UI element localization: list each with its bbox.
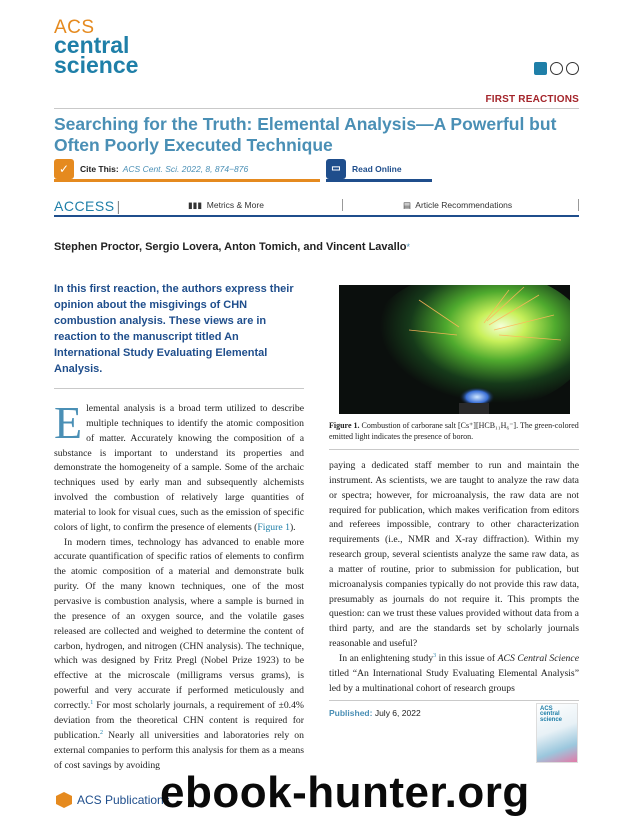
journal-name: ACS Central Science — [497, 653, 579, 665]
paragraph-text: lemental analysis is a broad term utilized to describe multiple techniques to identify the atomic composition of matter. Accurately knowing the composition of a substance is important to understand its properties and demonstrate the homogeneity of a sample. Some of the archaic techniques used by early man and subsequently alchemists involved the combustion of relatively large quantities of material to look for visual cues, such as the emission of specific colors of light, to confirm the presence of elements ( — [54, 403, 304, 533]
paragraph — [329, 652, 579, 697]
corresponding-author-star[interactable]: * — [406, 242, 410, 252]
reference-link[interactable]: 3 — [433, 652, 437, 659]
cover-line: science — [540, 716, 563, 723]
checkmark-icon: ✓ — [54, 159, 74, 179]
combustion-photo — [339, 285, 570, 414]
cite-this-button[interactable] — [54, 158, 320, 182]
author-names: Stephen Proctor, Sergio Lovera, Anton Tomich, and Vincent Lavallo — [54, 241, 407, 253]
paragraph-text: titled “An International Study Evaluating Elemental Analysis” led by a multinational cohort of research groups — [329, 668, 579, 694]
cite-label: Cite This: — [80, 163, 119, 174]
body-column-right — [329, 459, 579, 697]
figure-link[interactable]: Figure 1 — [257, 521, 290, 533]
logo-science: science — [54, 52, 139, 79]
recommendations-link[interactable] — [403, 200, 512, 211]
reference-link[interactable]: 1 — [90, 699, 94, 706]
access-label — [54, 198, 184, 214]
access-divider-end — [578, 199, 579, 211]
cover-line: ACS — [540, 706, 553, 712]
figure-image — [339, 285, 570, 414]
publisher-logo — [56, 792, 170, 808]
figure-caption-text: Combustion of carborane salt [Cs⁺][HCB₁₁H₆⁻]. The green-colored emitted light indicates the presence of boron. — [329, 421, 579, 441]
journal-logo — [54, 17, 139, 79]
reference-link[interactable]: 2 — [100, 729, 104, 736]
watermark: ebook-hunter.org — [160, 768, 530, 817]
publisher-name: ACS Publications — [77, 793, 170, 807]
access-text: ACCESS — [54, 197, 115, 214]
figure-divider — [329, 449, 579, 450]
metrics-link[interactable] — [188, 200, 264, 211]
cover-title — [540, 707, 562, 723]
access-bar — [54, 196, 579, 217]
drop-cap: E — [54, 397, 83, 448]
paragraph-text: For most scholarly journals, a requirement of ±0.4% deviation from the theoretical CHN content is required for publication. — [54, 700, 304, 742]
read-online-button[interactable] — [326, 158, 432, 182]
logo-central: central — [54, 32, 130, 59]
figure-caption-label: Figure 1. — [329, 421, 360, 430]
header-divider — [54, 108, 579, 109]
paragraph — [54, 536, 304, 774]
body-column-left — [54, 397, 304, 774]
published-value: July 6, 2022 — [374, 708, 421, 718]
paragraph-text: in this issue of — [436, 653, 498, 665]
read-online-label: Read Online — [352, 163, 402, 174]
author-list — [54, 241, 410, 253]
screen-icon: ▭ — [326, 159, 346, 179]
journal-icon — [534, 62, 547, 75]
citation-text: ACS Cent. Sci. 2022, 8, 874−876 — [122, 163, 249, 174]
cover-line: central — [540, 711, 560, 718]
access-divider — [342, 199, 343, 211]
figure-caption — [329, 421, 579, 443]
acs-hexagon-icon — [56, 792, 72, 808]
cc-icon — [550, 62, 563, 75]
abstract: In this first reaction, the authors express their opinion about the misgivings of CHN combustion analysis. These views are in reaction to the manuscript titled An International Study Evaluating Elemental Analysis. — [54, 283, 294, 375]
bar-chart-icon: ▮▮▮ — [188, 200, 203, 210]
published-label: Published: — [329, 708, 373, 718]
open-access-icons — [534, 62, 579, 75]
article-title: Searching for the Truth: Elemental Analysis—A Powerful but Often Poorly Executed Technique — [54, 114, 557, 155]
paragraph: paying a dedicated staff member to run and maintain the instrument. As scientists, we are taught to analyze the raw data or spectra; however, for microanalysis, the raw data are not required for publication, which makes verification from editors and referees impossible, contrary to other characterization requirements (i.e., NMR and X-ray diffraction). Within my research group, several scientists analyze the same raw data, as a matter of routine, prior to submission for publication, but microanalysis companies typically do not provide this raw data, presumably as journals do not require it. This prompts the question: can we trust these values provided without data from a third party, and are the standards set by scholarly journals reasonable and useful? — [329, 460, 579, 650]
published-date — [329, 708, 421, 718]
recommendations-label: Article Recommendations — [415, 200, 513, 210]
paragraph-text-end: ). — [289, 521, 296, 533]
abstract-divider — [54, 388, 304, 389]
journal-cover-thumbnail[interactable] — [536, 703, 578, 763]
paragraph-text: Nearly all universities and laboratories rely on external companies to perform this analysis for them as a means of cost savings by avoiding — [54, 730, 304, 771]
paragraph — [54, 397, 304, 536]
section-label: FIRST REACTIONS — [485, 94, 579, 105]
document-icon: ▤ — [403, 200, 412, 210]
by-icon — [566, 62, 579, 75]
logo-acs: ACS — [54, 17, 95, 38]
access-separator-icon: | — [116, 197, 121, 214]
paragraph-text: In an enlightening study — [339, 653, 434, 665]
published-divider — [329, 700, 579, 701]
metrics-label: Metrics & More — [206, 200, 264, 210]
paragraph-text: In modern times, technology has advanced to enable more accurate quantification of specific ratios of elements to confirm the atomic composition of a material and demonstrate bulk purity. Of the many known techniques, one of the most pervasive is combustion analysis, where a sample is burned in the presence of an oxygen source, and the volatile gases released are collected and weighed to determine the content of carbon, hydrogen, and nitrogen (CHN analysis). The technique, which was designed by Fritz Pregl (Nobel Prize 1923) to be effective at the microscale (milligrams versus grams), is powerful and very accurate if performed meticulously and correctly. — [54, 536, 304, 712]
